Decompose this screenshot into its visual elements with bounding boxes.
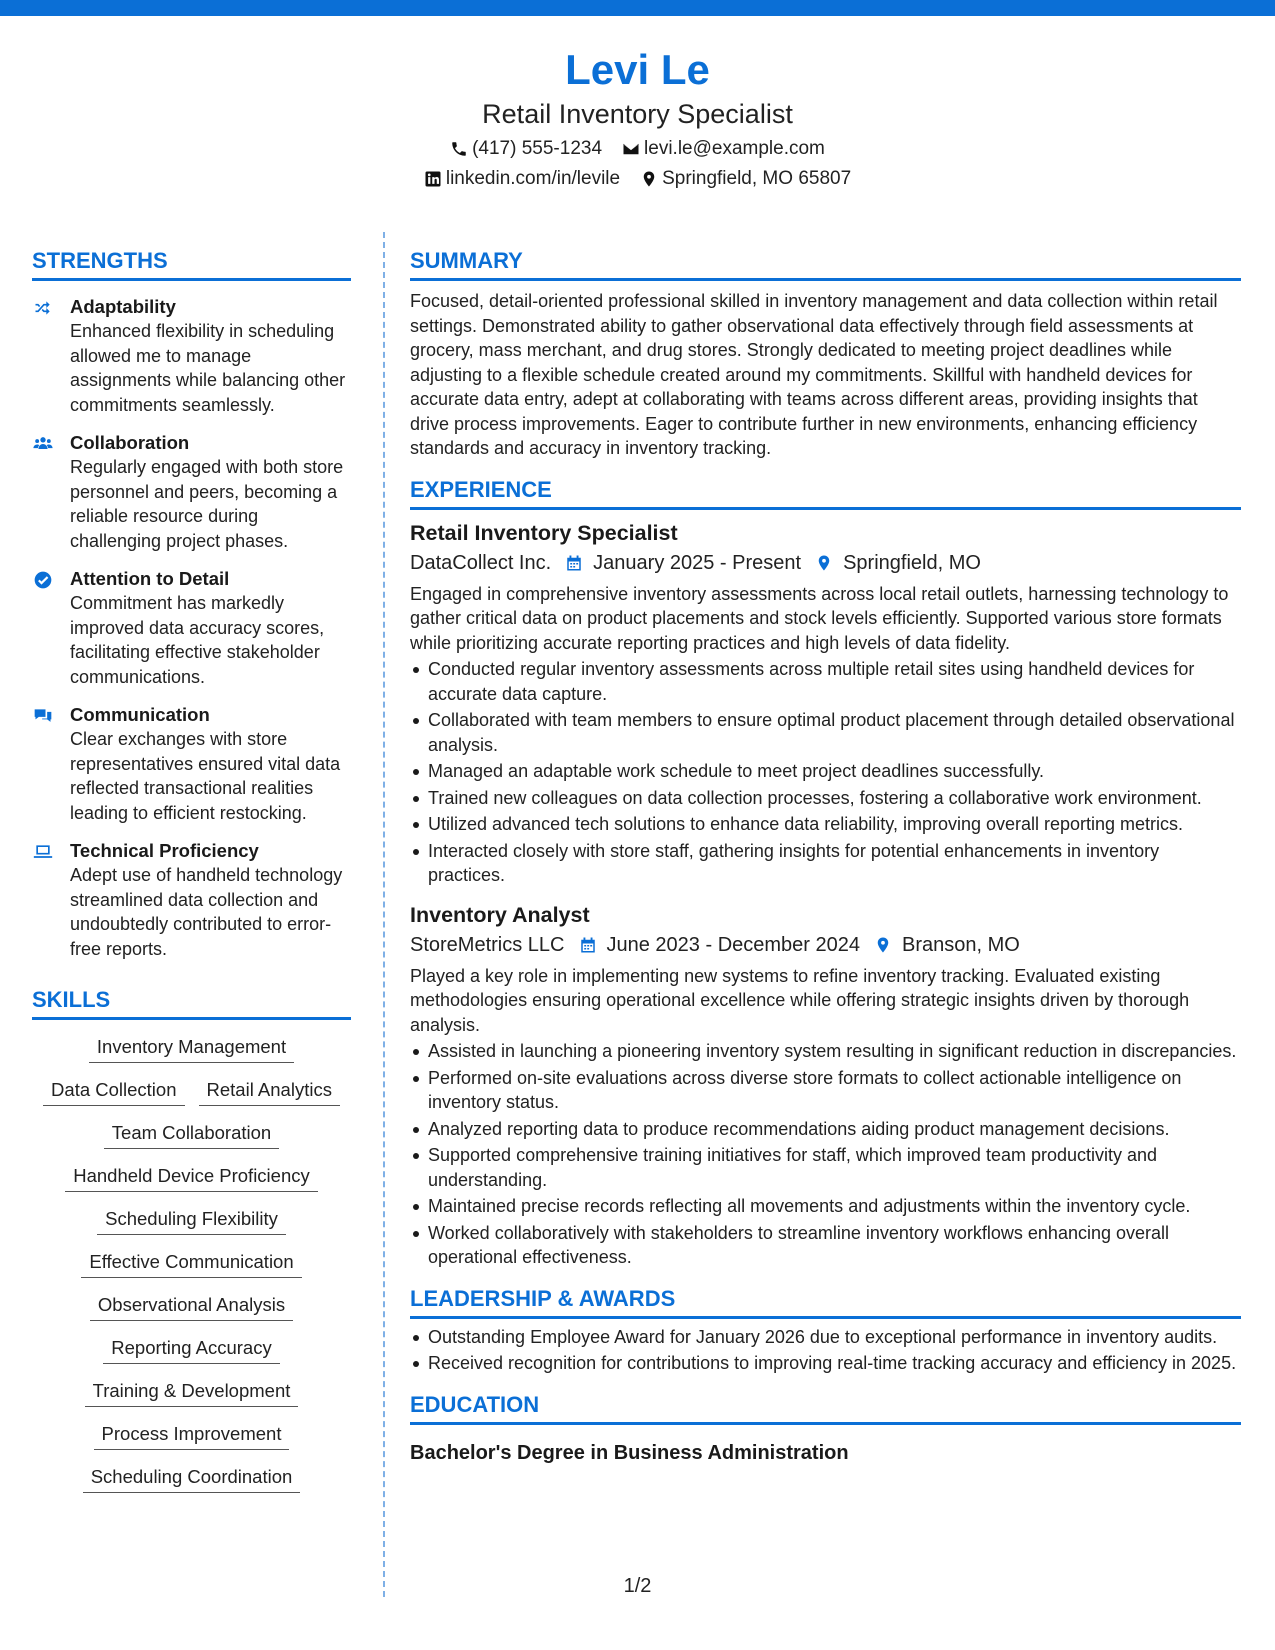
strength-title: Adaptability: [70, 296, 176, 317]
list-item: Supported comprehensive training initiatives for staff, which improved team productivity and understanding.: [410, 1143, 1241, 1192]
strength-desc: Enhanced flexibility in scheduling allowed me to manage assignments while balancing other commitments seamlessly.: [70, 321, 346, 415]
email-contact[interactable]: [622, 134, 825, 164]
strength-item: [32, 567, 351, 689]
job-entry: [410, 518, 1241, 888]
email-text: levi.le@example.com: [644, 138, 825, 159]
map-pin-icon: [874, 935, 892, 955]
job-location: Springfield, MO: [843, 551, 981, 574]
leadership-heading: LEADERSHIP & AWARDS: [410, 1284, 1241, 1319]
strength-title: Attention to Detail: [70, 568, 230, 589]
linkedin-icon: [424, 170, 442, 188]
list-item: Analyzed reporting data to produce recommendations aiding product management decisions.: [410, 1117, 1241, 1142]
list-item: Collaborated with team members to ensure optimal product placement through detailed observational analysis.: [410, 708, 1241, 757]
skill-tag: Inventory Management: [89, 1034, 294, 1063]
job-company: StoreMetrics LLC: [410, 933, 565, 956]
strength-desc: Commitment has markedly improved data accuracy scores, facilitating effective stakeholder communications.: [70, 593, 325, 687]
strength-title: Technical Proficiency: [70, 840, 259, 861]
skill-tag: Data Collection: [43, 1077, 184, 1106]
list-item: Outstanding Employee Award for January 2026 due to exceptional performance in inventory audits.: [410, 1325, 1241, 1350]
calendar-icon: [565, 553, 583, 573]
summary-heading: SUMMARY: [410, 246, 1241, 281]
skill-tag: Team Collaboration: [104, 1120, 279, 1149]
strength-desc: Adept use of handheld technology streamlined data collection and undoubtedly contributed to error-free reports.: [70, 865, 343, 959]
summary-text: Focused, detail-oriented professional skilled in inventory management and data collection within retail settings. Demonstrated ability to gather observational data effectively through field assessments at grocery, mass merchant, and drug stores. Strongly dedicated to meeting project deadlines while adjusting to a flexible schedule created around my commitments. Skillful with handheld devices for accurate data entry, adept at collaborating with teams across different areas, providing insights that drive process improvements. Eager to contribute further in new environments, enhancing efficiency standards and accuracy in inventory tracking.: [410, 291, 1218, 458]
list-item: Conducted regular inventory assessments across multiple retail sites using handheld devices for accurate data capture.: [410, 657, 1241, 706]
job-title: Retail Inventory Specialist: [410, 520, 678, 545]
location-contact: [640, 164, 851, 194]
shuffle-icon: [32, 298, 54, 318]
linkedin-contact[interactable]: [424, 164, 620, 194]
strength-item: [32, 431, 351, 553]
skill-tag: Effective Communication: [81, 1249, 301, 1278]
skill-tag: Handheld Device Proficiency: [65, 1163, 318, 1192]
top-accent-bar: [0, 0, 1275, 16]
list-item: Managed an adaptable work schedule to meet project deadlines successfully.: [410, 759, 1241, 784]
job-bullets: [410, 657, 1241, 888]
contact-row-2: [0, 164, 1275, 194]
job-description: Played a key role in implementing new systems to refine inventory tracking. Evaluated existing methodologies ensuring operational excellence while offering strategic insights driven by thorough analysis.: [410, 965, 1190, 1035]
strength-item: [32, 839, 351, 961]
envelope-icon: [622, 140, 640, 158]
contact-row-1: [0, 134, 1275, 164]
location-text: Springfield, MO 65807: [662, 168, 852, 189]
chat-icon: [32, 706, 54, 726]
candidate-role: Retail Inventory Specialist: [482, 99, 793, 129]
skill-tag: Reporting Accuracy: [103, 1335, 279, 1364]
right-column: [410, 246, 1241, 1467]
list-item: Maintained precise records reflecting all movements and adjustments within the inventory cycle.: [410, 1194, 1241, 1219]
job-entry: [410, 900, 1241, 1270]
strength-title: Communication: [70, 704, 210, 725]
leadership-bullets: [410, 1325, 1241, 1376]
users-icon: [32, 434, 54, 454]
column-divider: [383, 232, 385, 1597]
candidate-name: Levi Le: [565, 46, 710, 93]
skill-tag: Process Improvement: [94, 1421, 290, 1450]
strength-desc: Clear exchanges with store representatives ensured vital data reflected transactional realities leading to efficient restocking.: [70, 729, 341, 823]
map-pin-icon: [640, 170, 658, 188]
job-description: Engaged in comprehensive inventory assessments across local retail outlets, harnessing technology to gather critical data on product placements and stock levels efficiently. Supported various store formats while prioritizing accurate reporting practices and high levels of data fidelity.: [410, 583, 1229, 653]
skill-tag: Scheduling Coordination: [83, 1464, 301, 1493]
job-meta: [410, 548, 1241, 578]
linkedin-text: linkedin.com/in/levile: [445, 168, 621, 189]
skill-tag: Observational Analysis: [90, 1292, 293, 1321]
job-dates: January 2025 - Present: [593, 551, 802, 574]
degree-title: Bachelor's Degree in Business Administration: [410, 1441, 849, 1464]
experience-heading: EXPERIENCE: [410, 475, 1241, 510]
left-column: [32, 246, 351, 1507]
laptop-icon: [32, 842, 54, 862]
list-item: Interacted closely with store staff, gathering insights for potential enhancements in inventory practices.: [410, 839, 1241, 888]
calendar-icon: [579, 935, 597, 955]
job-company: DataCollect Inc.: [410, 551, 552, 574]
job-location: Branson, MO: [902, 933, 1020, 956]
list-item: Worked collaboratively with stakeholders to streamline inventory workflows enhancing overall operational effectiveness.: [410, 1221, 1241, 1270]
job-bullets: [410, 1039, 1241, 1270]
skill-tag: Training & Development: [85, 1378, 299, 1407]
phone-icon: [450, 140, 468, 158]
list-item: Performed on-site evaluations across diverse store formats to collect actionable intelligence on inventory status.: [410, 1066, 1241, 1115]
map-pin-icon: [815, 553, 833, 573]
strength-item: [32, 703, 351, 825]
check-circle-icon: [32, 570, 54, 590]
skills-heading: SKILLS: [32, 985, 351, 1020]
list-item: Utilized advanced tech solutions to enhance data reliability, improving overall reporting metrics.: [410, 812, 1241, 837]
resume-header: [0, 44, 1275, 194]
list-item: Trained new colleagues on data collection processes, fostering a collaborative work environment.: [410, 786, 1241, 811]
strength-desc: Regularly engaged with both store personnel and peers, becoming a reliable resource during challenging project phases.: [70, 457, 344, 551]
phone-text: (417) 555-1234: [472, 138, 603, 159]
strengths-heading: STRENGTHS: [32, 246, 351, 281]
job-title: Inventory Analyst: [410, 902, 590, 927]
list-item: Received recognition for contributions to improving real-time tracking accuracy and efficiency in 2025.: [410, 1351, 1241, 1376]
strength-title: Collaboration: [70, 432, 190, 453]
page-number: 1/2: [623, 1575, 652, 1597]
education-heading: EDUCATION: [410, 1390, 1241, 1425]
strength-item: [32, 295, 351, 417]
job-dates: June 2023 - December 2024: [606, 933, 860, 956]
list-item: Assisted in launching a pioneering inventory system resulting in significant reduction in discrepancies.: [410, 1039, 1241, 1064]
job-meta: [410, 930, 1241, 960]
skill-tag: Scheduling Flexibility: [97, 1206, 286, 1235]
skill-tag: Retail Analytics: [199, 1077, 340, 1106]
phone-contact[interactable]: [450, 134, 602, 164]
skills-list: [32, 1034, 351, 1493]
